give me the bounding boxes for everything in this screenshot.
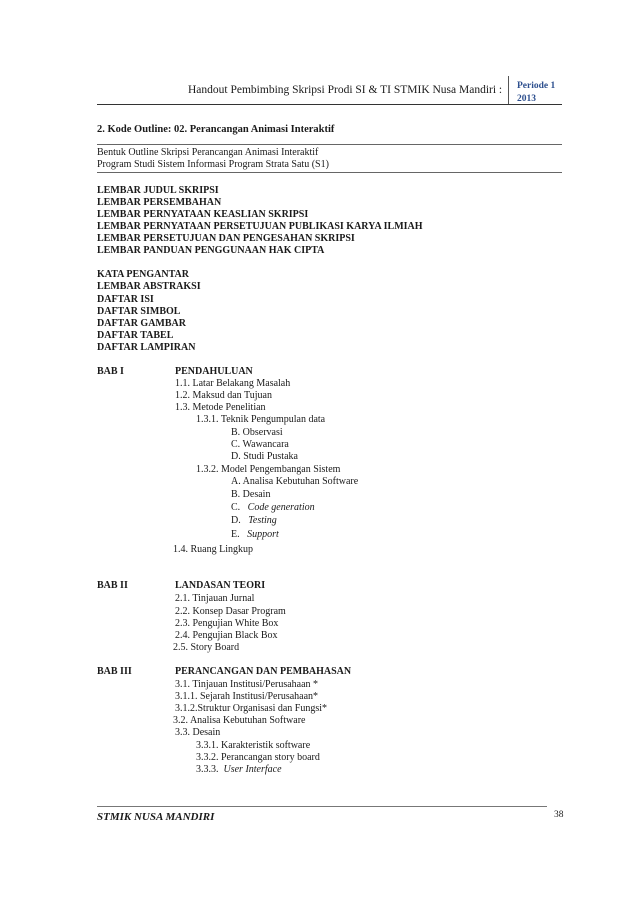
subsubsection: 1.3.1. Teknik Pengumpulan data [196, 414, 326, 425]
footer-rule [97, 806, 547, 807]
outline-item: D. Studi Pustaka [231, 451, 298, 462]
subsection: 3.1.2.Struktur Organisasi dan Fungsi* [175, 703, 328, 714]
front-matter-item: LEMBAR PERNYATAAN PERSETUJUAN PUBLIKASI KARYA ILMIAH [97, 221, 423, 232]
subsubsection: 1.3.2. Model Pengembangan Sistem [196, 464, 341, 475]
front-matter-item: LEMBAR PANDUAN PENGGUNAAN HAK CIPTA [97, 245, 325, 256]
front-matter-item: LEMBAR PERSEMBAHAN [97, 197, 222, 208]
front-matter-item: DAFTAR SIMBOL [97, 306, 181, 317]
header-period [517, 80, 555, 106]
outline-text: Testing [248, 515, 277, 526]
subsubsection-text: User Interface [223, 764, 282, 775]
subsection: 2.2. Konsep Dasar Program [175, 606, 286, 617]
subsection: 1.2. Maksud dan Tujuan [175, 390, 272, 401]
info-line: Bentuk Outline Skripsi Perancangan Animasi Interaktif [97, 147, 319, 158]
front-matter-item: LEMBAR ABSTRAKSI [97, 281, 201, 292]
info-line: Program Studi Sistem Informasi Program Strata Satu (S1) [97, 159, 329, 170]
subsection: 2.1. Tinjauan Jurnal [175, 593, 255, 604]
bab-title: LANDASAN TEORI [175, 580, 266, 591]
front-matter-item: DAFTAR LAMPIRAN [97, 342, 196, 353]
outline-letter: C. [231, 502, 241, 513]
subsection: 3.1. Tinjauan Institusi/Perusahaan * [175, 679, 319, 690]
front-matter-item: KATA PENGANTAR [97, 269, 189, 280]
outline-text: Support [247, 529, 279, 540]
subsection: 2.3. Pengujian White Box [175, 618, 279, 629]
header-rule [97, 104, 562, 105]
front-matter-item: LEMBAR JUDUL SKRIPSI [97, 185, 219, 196]
bab-title: PERANCANGAN DAN PEMBAHASAN [175, 666, 352, 677]
section-title: 2. Kode Outline: 02. Perancangan Animasi Interaktif [97, 124, 335, 135]
period-label: Periode 1 [517, 81, 556, 91]
front-matter-item: LEMBAR PERSETUJUAN DAN PENGESAHAN SKRIPSI [97, 233, 355, 244]
subsubsection: 3.3.1. Karakteristik software [196, 740, 311, 751]
front-matter-item: DAFTAR TABEL [97, 330, 174, 341]
page-number: 38 [554, 810, 564, 820]
subsubsection: 3.3.2. Perancangan story board [196, 752, 320, 763]
outline-item: C. Wawancara [231, 439, 289, 450]
subsection: 2.5. Story Board [173, 642, 240, 653]
bab-label: BAB II [97, 580, 128, 591]
outline-text: Code generation [247, 502, 315, 513]
subsection: 3.2. Analisa Kebutuhan Software [173, 715, 306, 726]
subsection: 3.3. Desain [175, 727, 221, 738]
bab-label: BAB I [97, 366, 124, 377]
header-divider [508, 76, 509, 104]
front-matter-item: LEMBAR PERNYATAAN KEASLIAN SKRIPSI [97, 209, 309, 220]
outline-letter: D. [231, 515, 241, 526]
subsection: 3.1.1. Sejarah Institusi/Perusahaan* [175, 691, 319, 702]
outline-item [231, 529, 279, 540]
period-year: 2013 [517, 94, 536, 104]
outline-letter: E. [231, 529, 240, 540]
outline-item: A. Analisa Kebutuhan Software [231, 476, 359, 487]
outline-item: B. Observasi [231, 427, 283, 438]
subsection: 1.4. Ruang Lingkup [173, 544, 253, 555]
subsubsection [196, 764, 282, 775]
info-top-rule [97, 144, 562, 145]
subsection: 1.3. Metode Penelitian [175, 402, 266, 413]
bab-label: BAB III [97, 666, 132, 677]
front-matter-item: DAFTAR GAMBAR [97, 318, 186, 329]
footer-institution: STMIK NUSA MANDIRI [97, 811, 215, 823]
header-title: Handout Pembimbing Skripsi Prodi SI & TI STMIK Nusa Mandiri : [188, 84, 503, 96]
front-matter-item: DAFTAR ISI [97, 294, 154, 305]
bab-title: PENDAHULUAN [175, 366, 253, 377]
subsection: 1.1. Latar Belakang Masalah [175, 378, 291, 389]
outline-item [231, 515, 277, 526]
info-bottom-rule [97, 172, 562, 173]
subsection: 2.4. Pengujian Black Box [175, 630, 278, 641]
outline-item [231, 502, 315, 513]
outline-item: B. Desain [231, 489, 271, 500]
subsubsection-number: 3.3.3. [196, 764, 219, 775]
